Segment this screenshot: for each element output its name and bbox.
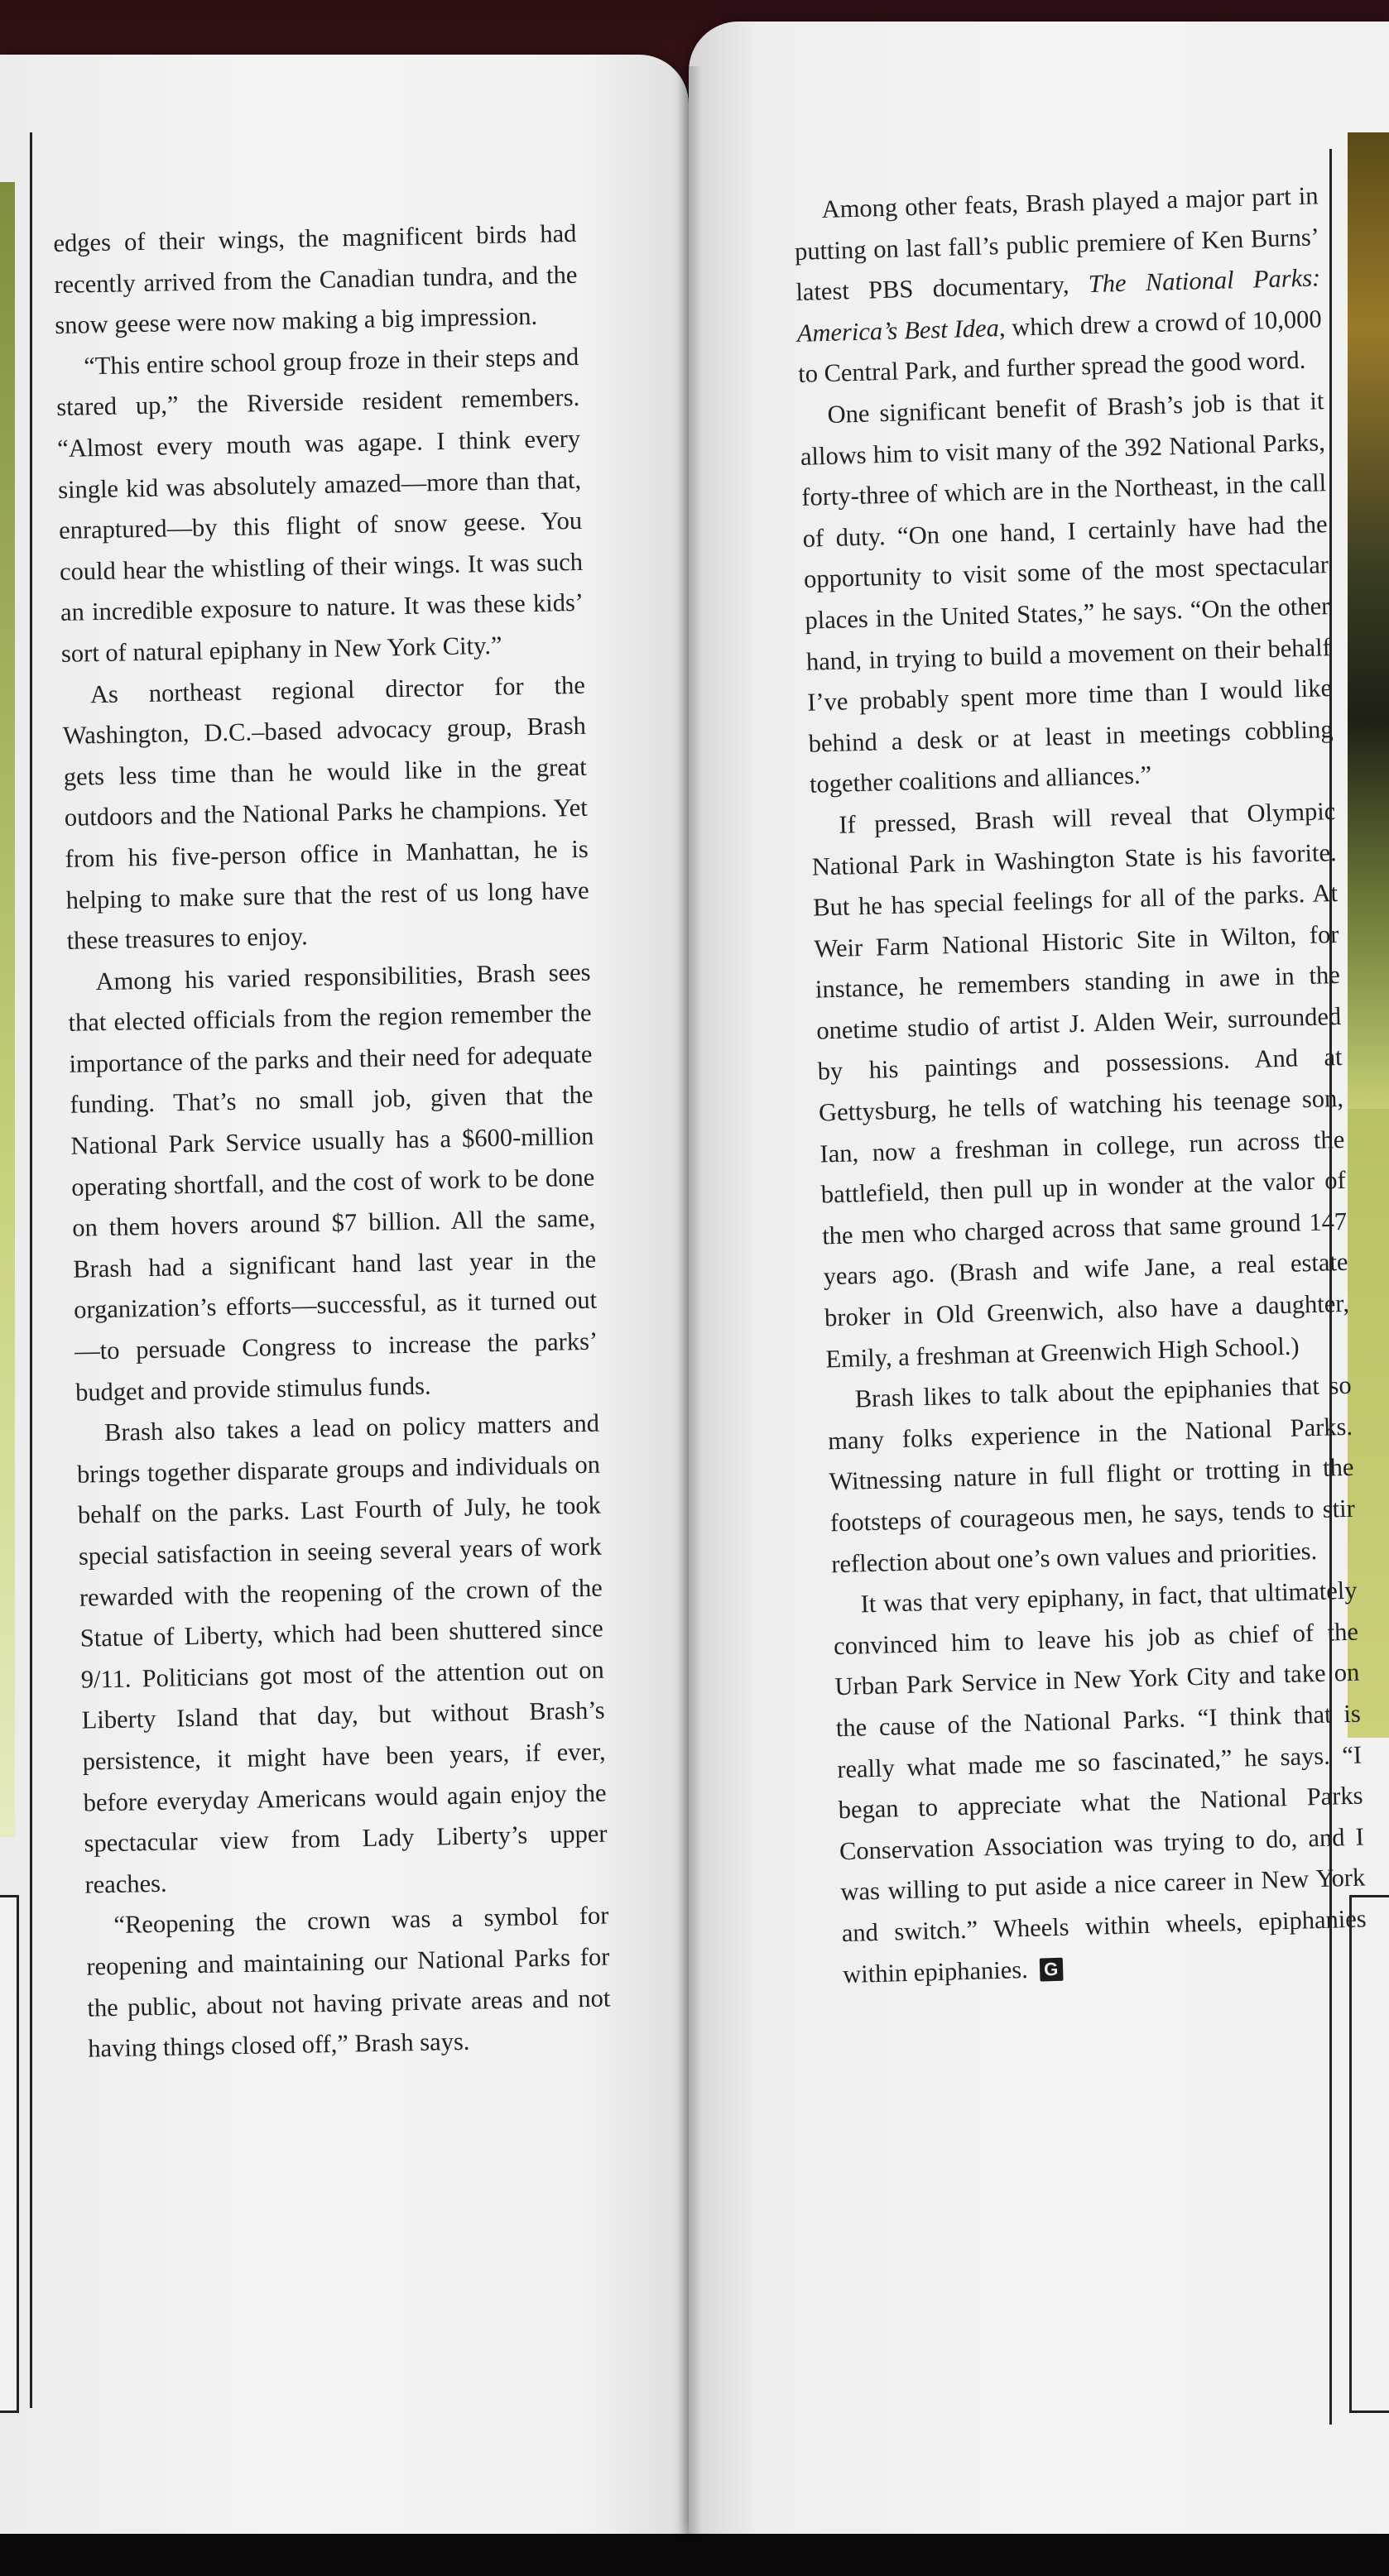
end-of-article-mark: G: [1039, 1957, 1063, 1981]
left-edge-boxed-panel: [0, 1895, 19, 2413]
paragraph: As northeast regional director for the Washington, D.C.–based advocacy group, Brash gets less time than he would like in the great outdoors and the National Parks he champions. Yet from his five-person office in Manhattan, he is helping to make sure that the rest of us long have these treasures to enjoy.: [62, 670, 589, 955]
paragraph: If pressed, Brash will reveal that Olympic National Park in Washington State is his favorite. But he has special feelings for all of the parks. At Weir Farm National Historic Site in Wilton, for instance, he remembers standing in awe in the onetime studio of artist J. Alden Weir, surrounded by his paintings and possessions. And at Gettysburg, he tells of watching his teenage son, Ian, now a freshman in college, run across the battlefield, then pull up in wonder at the valor of the men who charged across that same ground 147 years ago. (Brash and wife Jane, a real estate broker in Old Greenwich, also have a daughter, Emily, a freshman at Greenwich High School.): [811, 796, 1350, 1374]
page-gutter: [677, 66, 702, 2540]
paragraph: Among his varied responsibilities, Brash sees that elected officials from the region remember the importance of the parks and their need for adequate funding. That’s no small job, given that the National Park Service usually has a $600-million operating shortfall, and the cost of work to be done on them hovers around $7 billion. All the same, Brash had a significant hand last year in the organization’s efforts—successful, as it turned out—to persuade Congress to increase the parks’ budget and provide stimulus funds.: [68, 957, 598, 1407]
paragraph-text: Among other feats, Brash played a major part in putting on last fall’s public premiere of Ken Burns’ latest PBS documentary,: [794, 181, 1320, 307]
paragraph-text: , which drew a crowd of 10,000 to Central Park, and further spread the good word.: [797, 305, 1323, 389]
documentary-title: The National Parks: America’s Best Idea: [796, 263, 1321, 348]
right-text-column: [793, 175, 1368, 1995]
paragraph: One significant benefit of Brash’s job is that it allows him to visit many of the 392 National Parks, forty-three of which are in the Northeast, in the call of duty. “On one hand, I certainly have had the opportunity to visit some of the most spectacular places in the United States,” he says. “On the other hand, in trying to build a movement on their behalf I’ve probably spent more time than I would like behind a desk or at least in meetings cobbling together coalitions and alliances.”: [800, 386, 1334, 799]
left-text-column: [53, 213, 612, 2070]
left-column-rule: [30, 132, 32, 2408]
paragraph: [793, 175, 1324, 396]
paragraph-text: It was that very epiphany, in fact, that ultimately convinced him to leave his job as chief of the Urban Park Service in New York City and take on the cause of the National Parks. “I think that is really what made me so fascinated,” he says. “I began to appreciate what the National Parks Conservation Association was trying to do, and I was willing to put aside a nice career in New York and switch.” Wheels within wheels, epiphanies within epiphanies.: [833, 1576, 1367, 1988]
paragraph: “This entire school group froze in their steps and stared up,” the Riverside resident remembers. “Almost every mouth was agape. I think every single kid was absolutely amazed—more than that, enraptured—by this flight of snow geese. You could hear the whistling of their wings. It was such an incredible exposure to nature. It was these kids’ sort of natural epiphany in New York City.”: [55, 342, 584, 668]
left-edge-photo-strip: [0, 182, 15, 1837]
paragraph: Brash also takes a lead on policy matters and brings together disparate groups and individuals on behalf on the parks. Last Fourth of July, he took special satisfaction in seeing several years of work rewarded with the reopening of the crown of the Statue of Liberty, which had been shuttered since 9/11. Politicians got most of the attention out on Liberty Island that day, but without Brash’s persistence, it might have been years, if ever, before everyday Americans would again enjoy the spectacular view from Lady Liberty’s upper reaches.: [76, 1408, 608, 1899]
paragraph: [832, 1571, 1368, 1995]
paragraph: “Reopening the crown was a symbol for reopening and maintaining our National Parks for the public, about not having private areas and not having things closed off,” Brash says.: [86, 1901, 611, 2063]
right-edge-photo-strip: [1348, 132, 1389, 1109]
paragraph: Brash likes to talk about the epiphanies that so many folks experience in the National Parks. Witnessing nature in full flight or trotting in the footsteps of courageous men, he says, tends to stir reflection about one’s own values and priorities.: [827, 1370, 1356, 1578]
paragraph: edges of their wings, the magnificent birds had recently arrived from the Canadian tundra, and the snow geese were now making a big impression.: [53, 218, 578, 340]
